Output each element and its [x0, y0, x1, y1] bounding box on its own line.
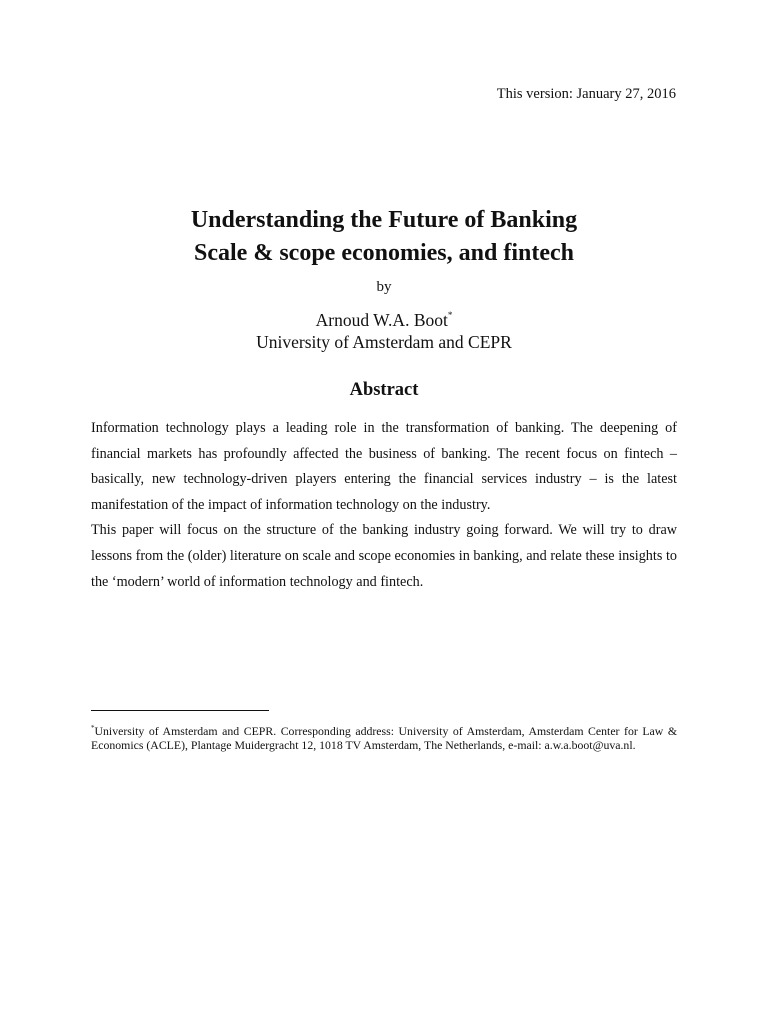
author-block [0, 309, 768, 353]
title-line-1: Understanding the Future of Banking [190, 207, 578, 233]
title-line-2: Scale & scope economies, and fintech [194, 240, 574, 266]
by-label: by [376, 279, 392, 295]
author-affiliation: University of Amsterdam and CEPR [256, 332, 512, 352]
version-date: This version: January 27, 2016 [496, 86, 676, 102]
footnote-mark: * [91, 724, 95, 732]
paper-title [0, 204, 768, 270]
abstract-paragraph-2: This paper will focus on the structure of the banking industry going forward. We will try to draw lessons from the (older) literature on scale and scope economies in banking, and relate these insights to the ‘modern’ world of information technology and fintech. [91, 522, 677, 590]
author-footnote-mark: * [447, 310, 453, 320]
footnote-divider [91, 710, 269, 711]
author-line [0, 309, 768, 331]
footnote-text: University of Amsterdam and CEPR. Corresponding address: University of Amsterdam, Amsterdam Center for Law & Economics (ACLE), Plantage Muidergracht 12, 1018 TV Amsterdam, The Netherlands, e-mail: a.w.a.boot@uva.nl. [91, 724, 677, 753]
abstract-paragraph-1: Information technology plays a leading role in the transformation of banking. The deepening of financial markets has profoundly affected the business of banking. The recent focus on fintech – basically, new technology-driven players entering the financial services industry – is the latest manifestation of the impact of information technology on the industry. [91, 420, 677, 513]
abstract-body [91, 416, 677, 595]
footnote [91, 724, 677, 752]
abstract-heading: Abstract [349, 380, 419, 400]
author-name: Arnoud W.A. Boot [315, 310, 448, 330]
